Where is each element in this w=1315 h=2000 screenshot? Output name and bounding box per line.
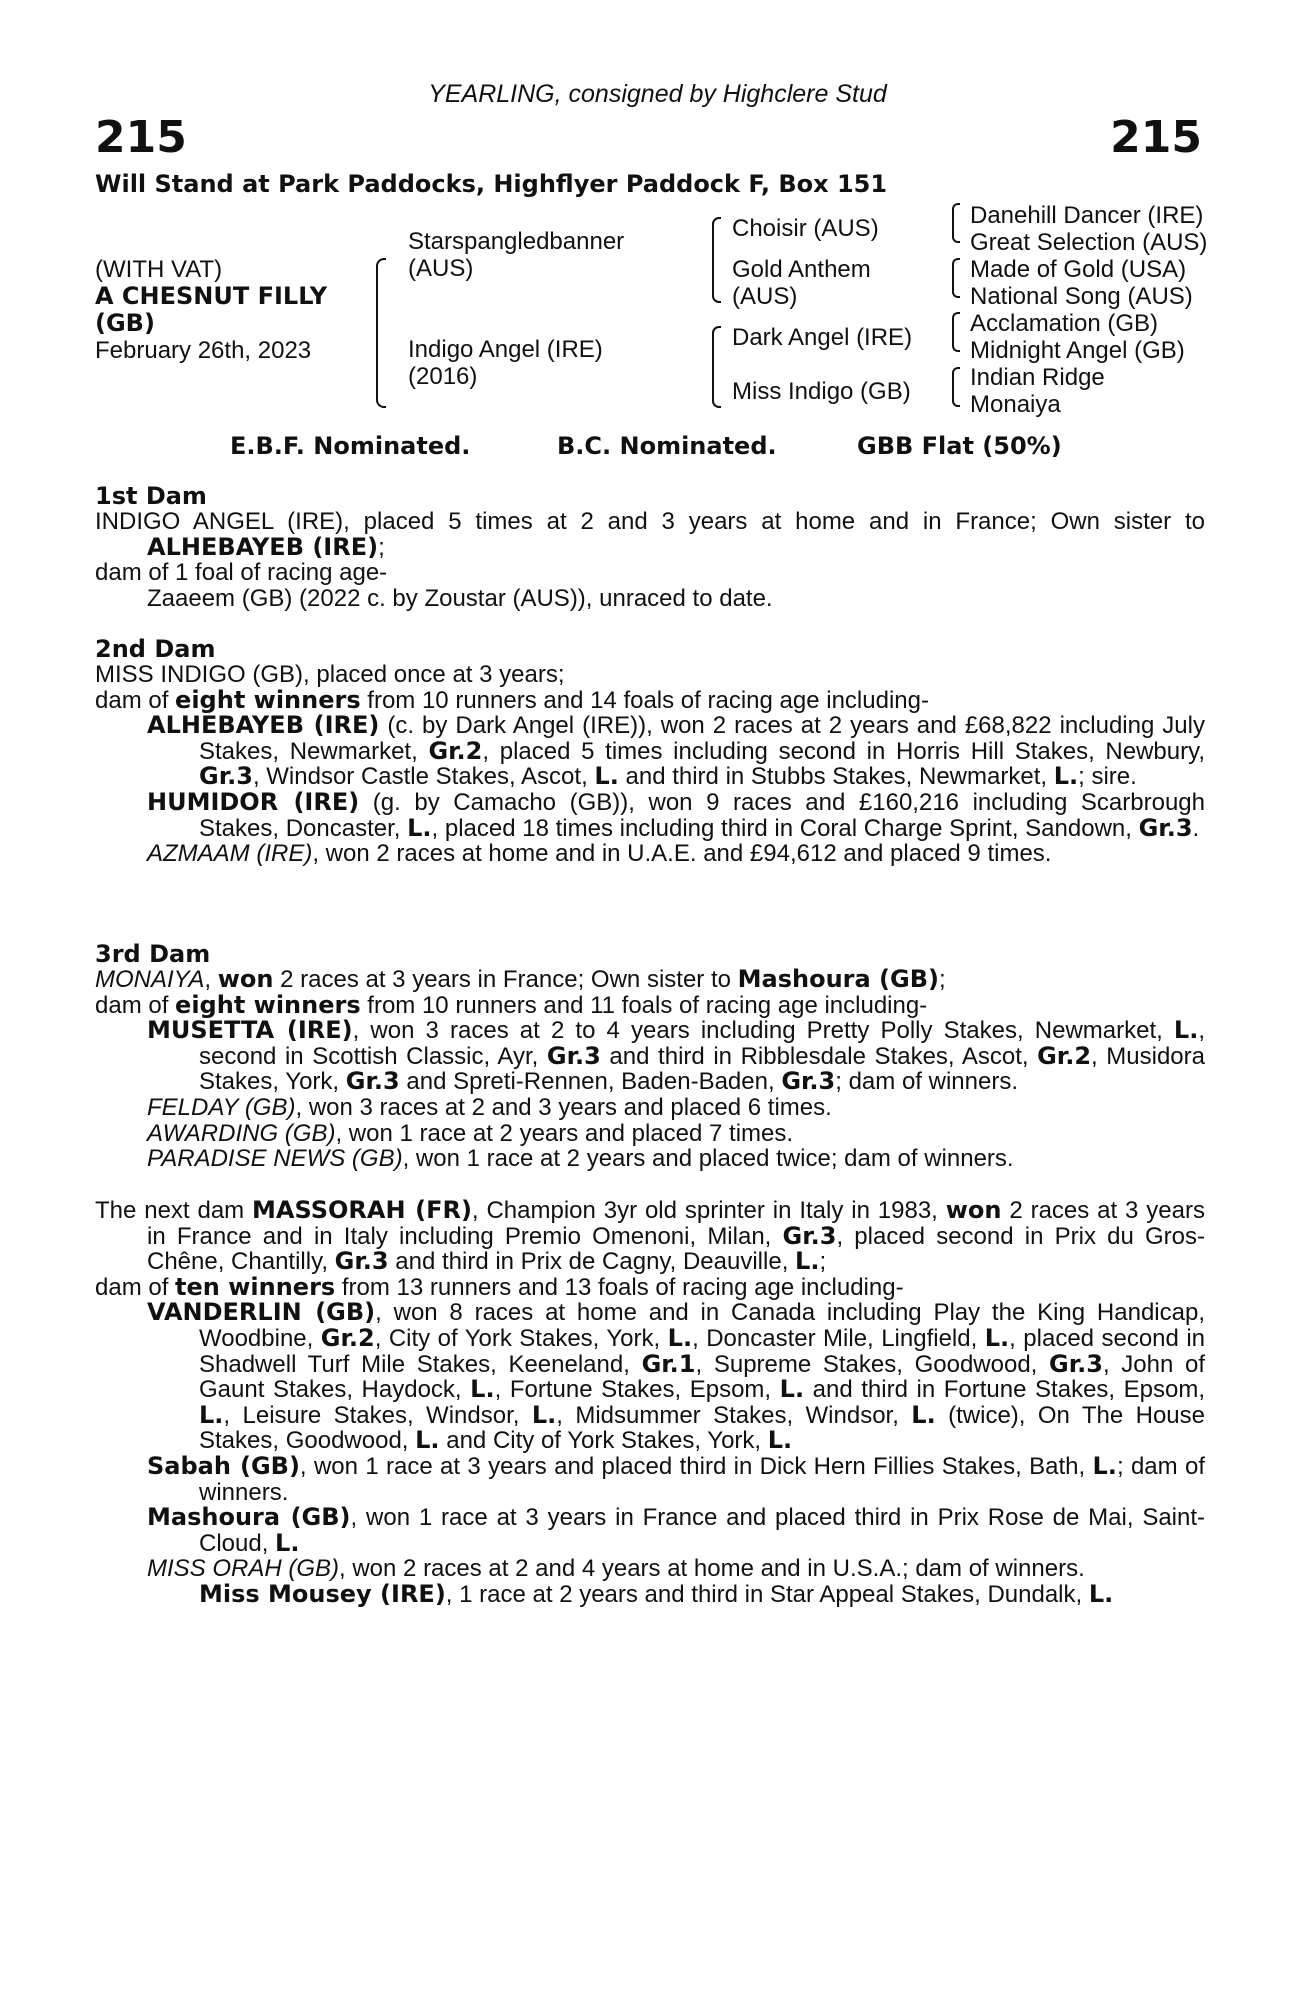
third-dam-summary bbox=[95, 967, 1205, 993]
horse-name-line1: A CHESNUT FILLY bbox=[95, 282, 328, 310]
listed: L. bbox=[1092, 1451, 1117, 1480]
grade: Gr.2 bbox=[320, 1323, 375, 1352]
second-dam-section bbox=[95, 636, 1205, 867]
listed: L. bbox=[767, 1426, 793, 1455]
horse-name: HUMIDOR (IRE) bbox=[147, 787, 360, 816]
grade: Gr.3 bbox=[781, 1067, 836, 1096]
listed: L. bbox=[795, 1247, 820, 1276]
next-dam-summary bbox=[95, 1198, 1205, 1275]
sire-name: Starspangledbanner bbox=[408, 228, 625, 255]
horse-name: MISS ORAH (GB) bbox=[147, 1555, 340, 1583]
text: , placed second in Prix du Gros-Chêne, Chantilly, bbox=[147, 1222, 1205, 1276]
text: and third in Prix de Cagny, Deauville, bbox=[388, 1248, 796, 1276]
listed: L. bbox=[911, 1400, 936, 1429]
text: ; dam of winners. bbox=[199, 1452, 1206, 1506]
text: , won 1 race at 3 years in France and placed third in Prix Rose de Mai, Saint-Cloud, bbox=[199, 1504, 1206, 1557]
dam-name: MASSORAH (FR) bbox=[252, 1196, 472, 1224]
grade: Gr.3 bbox=[782, 1221, 837, 1250]
pedigree-brace-gen3-4 bbox=[952, 367, 960, 407]
dam-dam: Miss Indigo (GB) bbox=[732, 378, 911, 405]
text: , 1 race at 2 years and third in Star Appeal Stakes, Dundalk, bbox=[445, 1580, 1089, 1608]
stand-location: Will Stand at Park Paddocks, Highflyer Paddock F, Box 151 bbox=[95, 170, 888, 198]
next-dam-produce-intro bbox=[95, 1272, 1205, 1301]
third-dam-section bbox=[95, 941, 1205, 1172]
listed: L. bbox=[984, 1323, 1010, 1352]
dam-year: (2016) bbox=[408, 363, 478, 390]
text: from 13 runners and 13 foals of racing age including- bbox=[335, 1273, 904, 1301]
horse-name-line2: (GB) bbox=[95, 309, 155, 337]
text: , Champion 3yr old sprinter in Italy in 1983, bbox=[471, 1197, 946, 1224]
text: and third in Fortune Stakes, Epsom, bbox=[804, 1376, 1206, 1404]
grade: Gr.3 bbox=[1138, 813, 1193, 842]
produce-entry bbox=[95, 1505, 1205, 1556]
listed: L. bbox=[415, 1426, 440, 1455]
sds: Made of Gold (USA) bbox=[970, 256, 1187, 283]
sire bbox=[408, 228, 624, 282]
produce-entry bbox=[95, 787, 1205, 842]
horse-name: PARADISE NEWS (GB) bbox=[147, 1145, 403, 1173]
text: , Windsor Castle Stakes, Ascot, bbox=[252, 763, 595, 791]
first-dam-section bbox=[95, 483, 1205, 611]
horse-identity bbox=[95, 256, 365, 364]
pedigree-brace-dam bbox=[712, 326, 721, 408]
first-dam-sibling: ALHEBAYEB (IRE) bbox=[147, 532, 379, 561]
horse-name: FELDAY (GB) bbox=[147, 1093, 296, 1121]
listed: L. bbox=[275, 1528, 300, 1557]
listed: L. bbox=[531, 1400, 557, 1429]
text: dam of bbox=[95, 991, 176, 1019]
pedigree-brace-gen3-2 bbox=[952, 258, 960, 298]
text: , placed second in Shadwell Turf Mile Stakes, Keeneland, bbox=[199, 1324, 1206, 1378]
first-dam-produce-intro: dam of 1 foal of racing age- bbox=[95, 559, 388, 587]
ebf-nomination: E.B.F. Nominated. bbox=[230, 432, 471, 460]
text: . bbox=[1192, 814, 1200, 842]
sire-dam-name: Gold Anthem bbox=[732, 256, 871, 283]
horse-name: AZMAAM (IRE) bbox=[147, 840, 313, 868]
winners-count: eight winners bbox=[175, 685, 361, 714]
produce-entry bbox=[95, 1451, 1206, 1506]
text: , John of Gaunt Stakes, Haydock, bbox=[199, 1350, 1206, 1404]
text: , won 8 races at home and in Canada including Play the King Handicap, Woodbine, bbox=[199, 1299, 1206, 1352]
gbb-flat: GBB Flat (50%) bbox=[857, 432, 1062, 460]
text: , Musidora Stakes, York, bbox=[199, 1042, 1205, 1096]
grade: Gr.2 bbox=[1037, 1041, 1092, 1070]
foaled-date: February 26th, 2023 bbox=[95, 337, 312, 364]
vat-label: (WITH VAT) bbox=[95, 256, 223, 283]
text: , placed 18 times including third in Coral Charge Sprint, Sandown, bbox=[431, 814, 1139, 842]
produce-entry bbox=[95, 1121, 1205, 1147]
produce-entry bbox=[95, 1018, 1205, 1095]
pedigree-brace-gen3-3 bbox=[952, 312, 960, 352]
text: , Supreme Stakes, Goodwood, bbox=[695, 1350, 1050, 1378]
text: (twice), On The House Stakes, Goodwood, bbox=[199, 1401, 1205, 1455]
listed: L. bbox=[1173, 1016, 1199, 1045]
lot-number-right: 215 bbox=[1110, 112, 1202, 163]
text: 2 races at 3 years in France; Own sister to bbox=[273, 966, 738, 993]
text: , City of York Stakes, York, bbox=[374, 1324, 668, 1352]
first-dam-heading: 1st Dam bbox=[95, 482, 207, 510]
grade: Gr.1 bbox=[641, 1349, 696, 1378]
listed: L. bbox=[667, 1323, 693, 1352]
second-dam-produce-intro bbox=[95, 685, 1205, 714]
text: (g. by Camacho (GB)), won 9 races and £160,216 including Scarbrough Stakes, Doncaster, bbox=[199, 788, 1205, 842]
horse-name: AWARDING (GB) bbox=[147, 1119, 336, 1147]
sss: Danehill Dancer (IRE) bbox=[970, 202, 1204, 229]
horse-name: ALHEBAYEB (IRE) bbox=[147, 711, 380, 740]
third-dam-produce-intro bbox=[95, 990, 1205, 1019]
text: , bbox=[204, 966, 218, 993]
consignor-line: YEARLING, consigned by Highclere Stud bbox=[428, 80, 887, 108]
text: and third in Ribblesdale Stakes, Ascot, bbox=[600, 1042, 1038, 1070]
text: ; bbox=[938, 966, 946, 993]
horse-name: MUSETTA (IRE) bbox=[147, 1016, 353, 1045]
pedigree-brace-main bbox=[376, 258, 386, 408]
text: from 10 runners and 11 foals of racing age including- bbox=[360, 991, 928, 1019]
first-dam-summary bbox=[95, 509, 1205, 560]
ssd: Great Selection (AUS) bbox=[970, 229, 1208, 256]
produce-entry bbox=[95, 1556, 1205, 1582]
text: dam of bbox=[95, 686, 176, 714]
listed: L. bbox=[594, 762, 619, 791]
first-dam-line1: INDIGO ANGEL (IRE), placed 5 times at 2 and 3 years at home and in France; Own sister to bbox=[95, 508, 1205, 535]
horse-name: Sabah (GB) bbox=[147, 1451, 300, 1480]
won: won bbox=[217, 965, 274, 993]
listed: L. bbox=[199, 1400, 224, 1429]
produce-entry bbox=[95, 1095, 1205, 1121]
text: and City of York Stakes, York, bbox=[439, 1427, 768, 1455]
dsd: Midnight Angel (GB) bbox=[970, 337, 1185, 364]
text: and Spreti-Rennen, Baden-Baden, bbox=[399, 1068, 782, 1096]
listed: L. bbox=[779, 1375, 805, 1404]
sdd: National Song (AUS) bbox=[970, 283, 1193, 310]
grade: Gr.2 bbox=[428, 736, 483, 765]
text: , won 3 races at 2 and 3 years and placed 6 times. bbox=[295, 1093, 832, 1121]
produce-entry-grandchild bbox=[95, 1579, 1205, 1608]
text: , Fortune Stakes, Epsom, bbox=[494, 1376, 780, 1404]
sire-country: (AUS) bbox=[408, 255, 474, 282]
text: , won 1 race at 2 years and placed twice; dam of winners. bbox=[402, 1145, 1014, 1173]
bc-nomination: B.C. Nominated. bbox=[557, 432, 777, 460]
grade: Gr.3 bbox=[345, 1067, 400, 1096]
grade: Gr.3 bbox=[546, 1041, 601, 1070]
horse-name: Miss Mousey (IRE) bbox=[199, 1579, 446, 1608]
text: ; sire. bbox=[1078, 763, 1137, 791]
won: won bbox=[945, 1196, 1002, 1224]
grade: Gr.3 bbox=[199, 762, 253, 791]
text: 2 races at 3 years in France and in Italy including Premio Omenoni, Milan, bbox=[147, 1197, 1205, 1250]
horse-name: VANDERLIN (GB) bbox=[147, 1298, 376, 1327]
lot-number-left: 215 bbox=[95, 112, 187, 163]
pedigree-brace-sire bbox=[712, 217, 721, 303]
sire-dam-country: (AUS) bbox=[732, 283, 798, 310]
grade: Gr.3 bbox=[1049, 1349, 1103, 1378]
text: , won 1 race at 3 years and placed third in Dick Hern Fillies Stakes, Bath, bbox=[299, 1452, 1093, 1480]
produce-entry bbox=[95, 841, 1205, 867]
dam-name: Indigo Angel (IRE) bbox=[408, 336, 603, 363]
text: , won 3 races at 2 to 4 years including Pretty Polly Stakes, Newmarket, bbox=[352, 1017, 1174, 1045]
text: (c. by Dark Angel (IRE)), won 2 races at 2 years and £68,822 including July Stakes, Newmarket, bbox=[199, 712, 1205, 765]
second-dam-heading: 2nd Dam bbox=[95, 635, 216, 663]
text: , won 2 races at 2 and 4 years at home and in U.S.A.; dam of winners. bbox=[339, 1555, 1085, 1583]
text: , second in Scottish Classic, Ayr, bbox=[199, 1017, 1206, 1070]
text: , Leisure Stakes, Windsor, bbox=[223, 1401, 532, 1429]
text: The next dam bbox=[95, 1197, 253, 1224]
listed: L. bbox=[1088, 1579, 1114, 1608]
text: from 10 runners and 14 foals of racing age including- bbox=[360, 686, 929, 714]
text: ; dam of winners. bbox=[835, 1068, 1018, 1096]
text: , Midsummer Stakes, Windsor, bbox=[556, 1401, 912, 1429]
next-dam-section bbox=[95, 1198, 1205, 1608]
second-dam-summary: MISS INDIGO (GB), placed once at 3 years; bbox=[95, 661, 565, 688]
produce-entry bbox=[95, 1146, 1205, 1172]
winners-count: ten winners bbox=[175, 1272, 336, 1301]
winners-count: eight winners bbox=[175, 990, 361, 1019]
pedigree-brace-gen3-1 bbox=[952, 203, 960, 243]
dam-name: MONAIYA bbox=[95, 966, 205, 993]
text: dam of bbox=[95, 1273, 176, 1301]
gen3-names bbox=[970, 202, 1207, 418]
produce-entry bbox=[95, 1300, 1205, 1454]
listed: L. bbox=[1053, 762, 1079, 791]
text: , won 2 races at home and in U.A.E. and £94,612 and placed 9 times. bbox=[312, 840, 1052, 868]
sire-dam bbox=[732, 256, 871, 310]
dds: Indian Ridge bbox=[970, 364, 1105, 391]
text: , Doncaster Mile, Lingfield, bbox=[692, 1324, 985, 1352]
dam-sire: Dark Angel (IRE) bbox=[732, 324, 913, 351]
first-dam-produce: Zaaeem (GB) (2022 c. by Zoustar (AUS)), unraced to date. bbox=[147, 584, 773, 612]
text: ; bbox=[819, 1248, 827, 1276]
listed: L. bbox=[470, 1375, 495, 1404]
text: and third in Stubbs Stakes, Newmarket, bbox=[618, 763, 1054, 791]
dss: Acclamation (GB) bbox=[970, 310, 1159, 337]
ddd: Monaiya bbox=[970, 391, 1061, 418]
sibling-name: Mashoura (GB) bbox=[737, 965, 939, 993]
text: , placed 5 times including second in Horris Hill Stakes, Newbury, bbox=[482, 737, 1206, 765]
produce-entry bbox=[95, 713, 1205, 790]
sire-sire: Choisir (AUS) bbox=[732, 215, 879, 242]
horse-name: Mashoura (GB) bbox=[147, 1503, 351, 1532]
listed: L. bbox=[407, 813, 432, 842]
dam bbox=[408, 336, 603, 390]
grade: Gr.3 bbox=[334, 1247, 389, 1276]
text: , won 1 race at 2 years and placed 7 times. bbox=[335, 1119, 794, 1147]
third-dam-heading: 3rd Dam bbox=[95, 940, 211, 968]
first-dam-line2-rest: ; bbox=[378, 533, 385, 561]
